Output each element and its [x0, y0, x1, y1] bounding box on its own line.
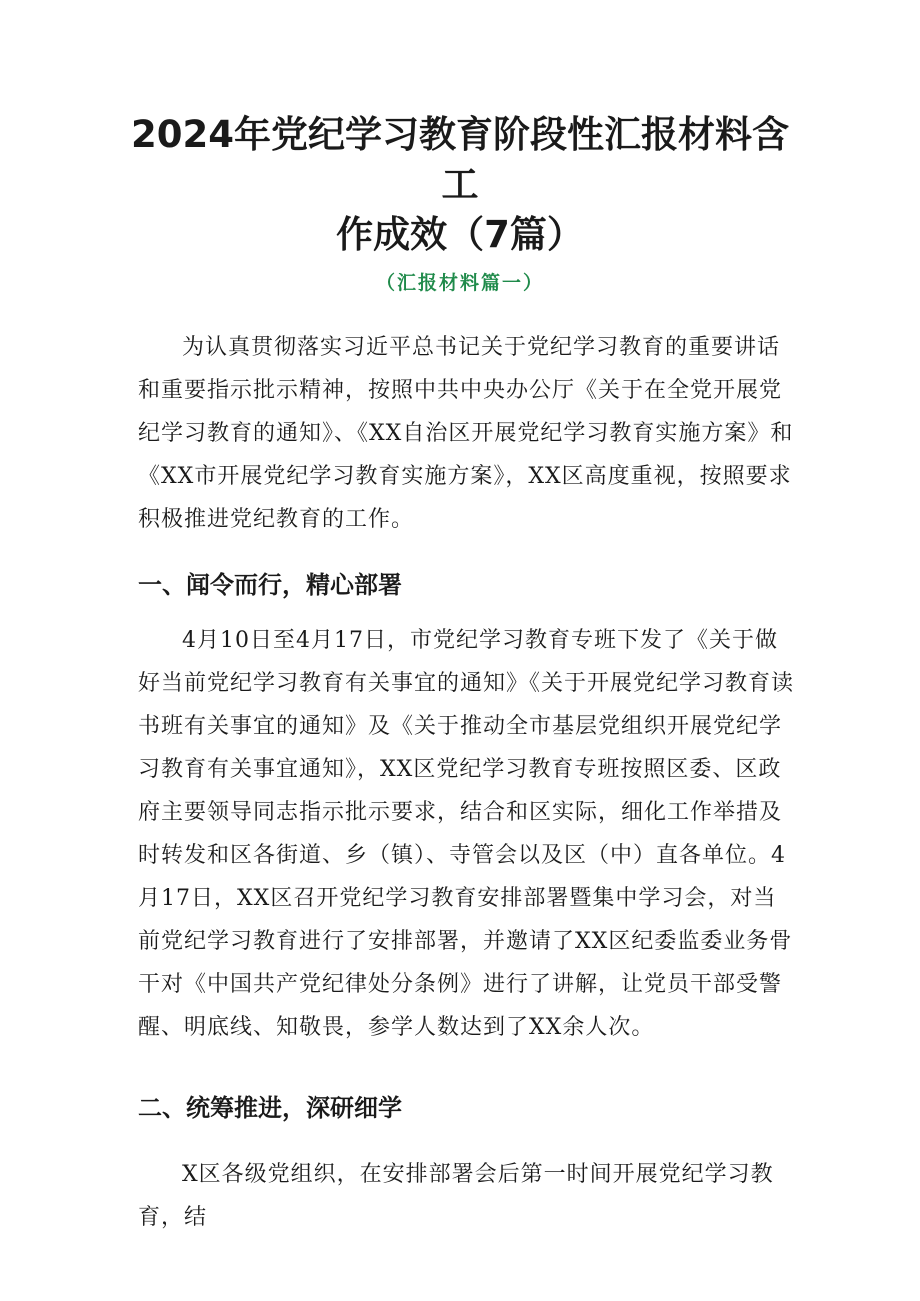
section-heading: 一、闻令而行，精心部署 [138, 571, 402, 599]
body-paragraph: 4月10日至4月17日，市党纪学习教育专班下发了《关于做好当前党纪学习教育有关事宜的通知》《关于开展党纪学习教育读书班有关事宜的通知》及《关于推动全市基层党组织开展党纪学习教育有关事宜通知》，XX区党纪学习教育专班按照区委、区政府主要领导同志指示批示要求，结合和区实际，细化工作举措及时转发和区各街道、乡（镇）、寺管会以及区（中）直各单位。4月17日，XX区召开党纪学习教育安排部署暨集中学习会，对当前党纪学习教育进行了安排部署，并邀请了XX区纪委监委业务骨干对《中国共产党纪律处分条例》进行了讲解，让党员干部受警醒、明底线、知敬畏，参学人数达到了XX余人次。 [138, 628, 795, 1040]
body-paragraph: 为认真贯彻落实习近平总书记关于党纪学习教育的重要讲话和重要指示批示精神，按照中共中央办公厅《关于在全党开展党纪学习教育的通知》、《XX自治区开展党纪学习教育实施方案》和《XX市开展党纪学习教育实施方案》，XX区高度重视，按照要求积极推进党纪教育的工作。 [138, 335, 794, 532]
document-title [120, 110, 800, 260]
section-subtitle: （汇报材料篇一） [375, 272, 544, 294]
section-heading: 二、统筹推进，深研细学 [138, 1094, 402, 1122]
title-line-2: 作成效（7篇） [336, 213, 584, 256]
title-line-1: 2024年党纪学习教育阶段性汇报材料含工 [131, 113, 789, 206]
body-paragraph: X区各级党组织，在安排部署会后第一时间开展党纪学习教育，结 [138, 1162, 774, 1230]
